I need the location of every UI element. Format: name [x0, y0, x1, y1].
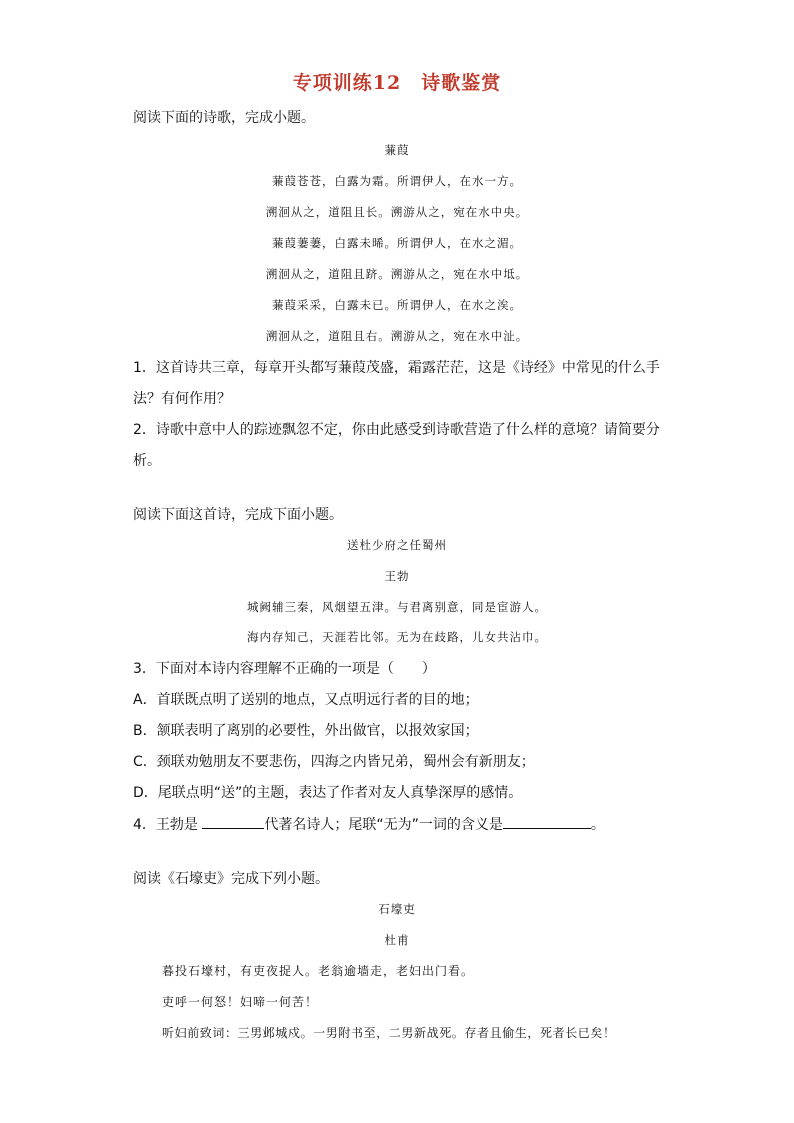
answer-blank-dynasty[interactable]: [202, 814, 264, 829]
poem1-line: 溯洄从之，道阻且右。溯游从之，宛在水中沚。: [265, 329, 529, 343]
poem2-title: 送杜少府之任蜀州: [347, 538, 447, 552]
option-a: A．首联既点明了送别的地点，又点明远行者的目的地；: [133, 692, 479, 708]
poem1-line: 溯洄从之，道阻且跻。溯游从之，宛在水中坻。: [265, 267, 529, 281]
question-1-line2: 法？有何作用？: [133, 391, 231, 407]
page-title: 专项训练12 诗歌鉴赏: [292, 72, 502, 94]
poem2-line: 海内存知己，天涯若比邻。无为在歧路，儿女共沾巾。: [247, 630, 547, 644]
question-2-line1: 2．诗歌中意中人的踪迹飘忽不定，你由此感受到诗歌营造了什么样的意境？请简要分: [133, 422, 660, 438]
section1-intro: 阅读下面的诗歌，完成小题。: [133, 110, 315, 126]
answer-blank-meaning[interactable]: [503, 814, 591, 829]
question-4-part3: 。: [590, 817, 605, 833]
poem1-line: 蒹葭采采，白露未已。所谓伊人，在水之涘。: [272, 298, 522, 312]
question-4-part2: 代著名诗人；尾联“无为”一词的含义是: [264, 817, 503, 833]
question-3: 3．下面对本诗内容理解不正确的一项是（ ）: [133, 661, 436, 677]
poem2-line: 城阙辅三秦，风烟望五津。与君离别意，同是宦游人。: [247, 600, 547, 614]
section2-intro: 阅读下面这首诗，完成下面小题。: [133, 507, 343, 523]
poem3-line: 吏呼一何怒！妇啼一何苦！: [162, 995, 319, 1009]
question-4: [133, 814, 673, 835]
poem2-author: 王勃: [384, 569, 410, 583]
option-b: B．颔联表明了离别的必要性，外出做官，以报效家国；: [133, 723, 479, 739]
poem1-line: 溯洄从之，道阻且长。溯游从之，宛在水中央。: [265, 205, 529, 219]
poem3-line: 听妇前致词：三男邺城戍。一男附书至，二男新战死。存者且偷生，死者长已矣！: [162, 1026, 616, 1040]
option-c: C．颈联劝勉朋友不要悲伤，四海之内皆兄弟，蜀州会有新朋友；: [133, 754, 535, 770]
section3-intro: 阅读《石壕吏》完成下列小题。: [133, 871, 329, 887]
question-2-line2: 析。: [133, 453, 161, 469]
poem3-author: 杜甫: [384, 933, 410, 947]
poem1-title: 蒹葭: [384, 143, 410, 157]
poem3-line: 暮投石壕村，有吏夜捉人。老翁逾墙走，老妇出门看。: [162, 964, 475, 978]
poem1-line: 蒹葭萋萋，白露未晞。所谓伊人，在水之湄。: [272, 236, 522, 250]
question-4-part1: 4．王勃是: [133, 817, 203, 833]
question-1-line1: 1．这首诗共三章，每章开头都写蒹葭茂盛，霜露茫茫，这是《诗经》中常见的什么手: [133, 360, 660, 376]
poem1-line: 蒹葭苍苍，白露为霜。所谓伊人，在水一方。: [272, 174, 522, 188]
option-d: D．尾联点明“送”的主题，表达了作者对友人真挚深厚的感情。: [133, 785, 523, 801]
poem3-title: 石壕吏: [378, 902, 416, 916]
